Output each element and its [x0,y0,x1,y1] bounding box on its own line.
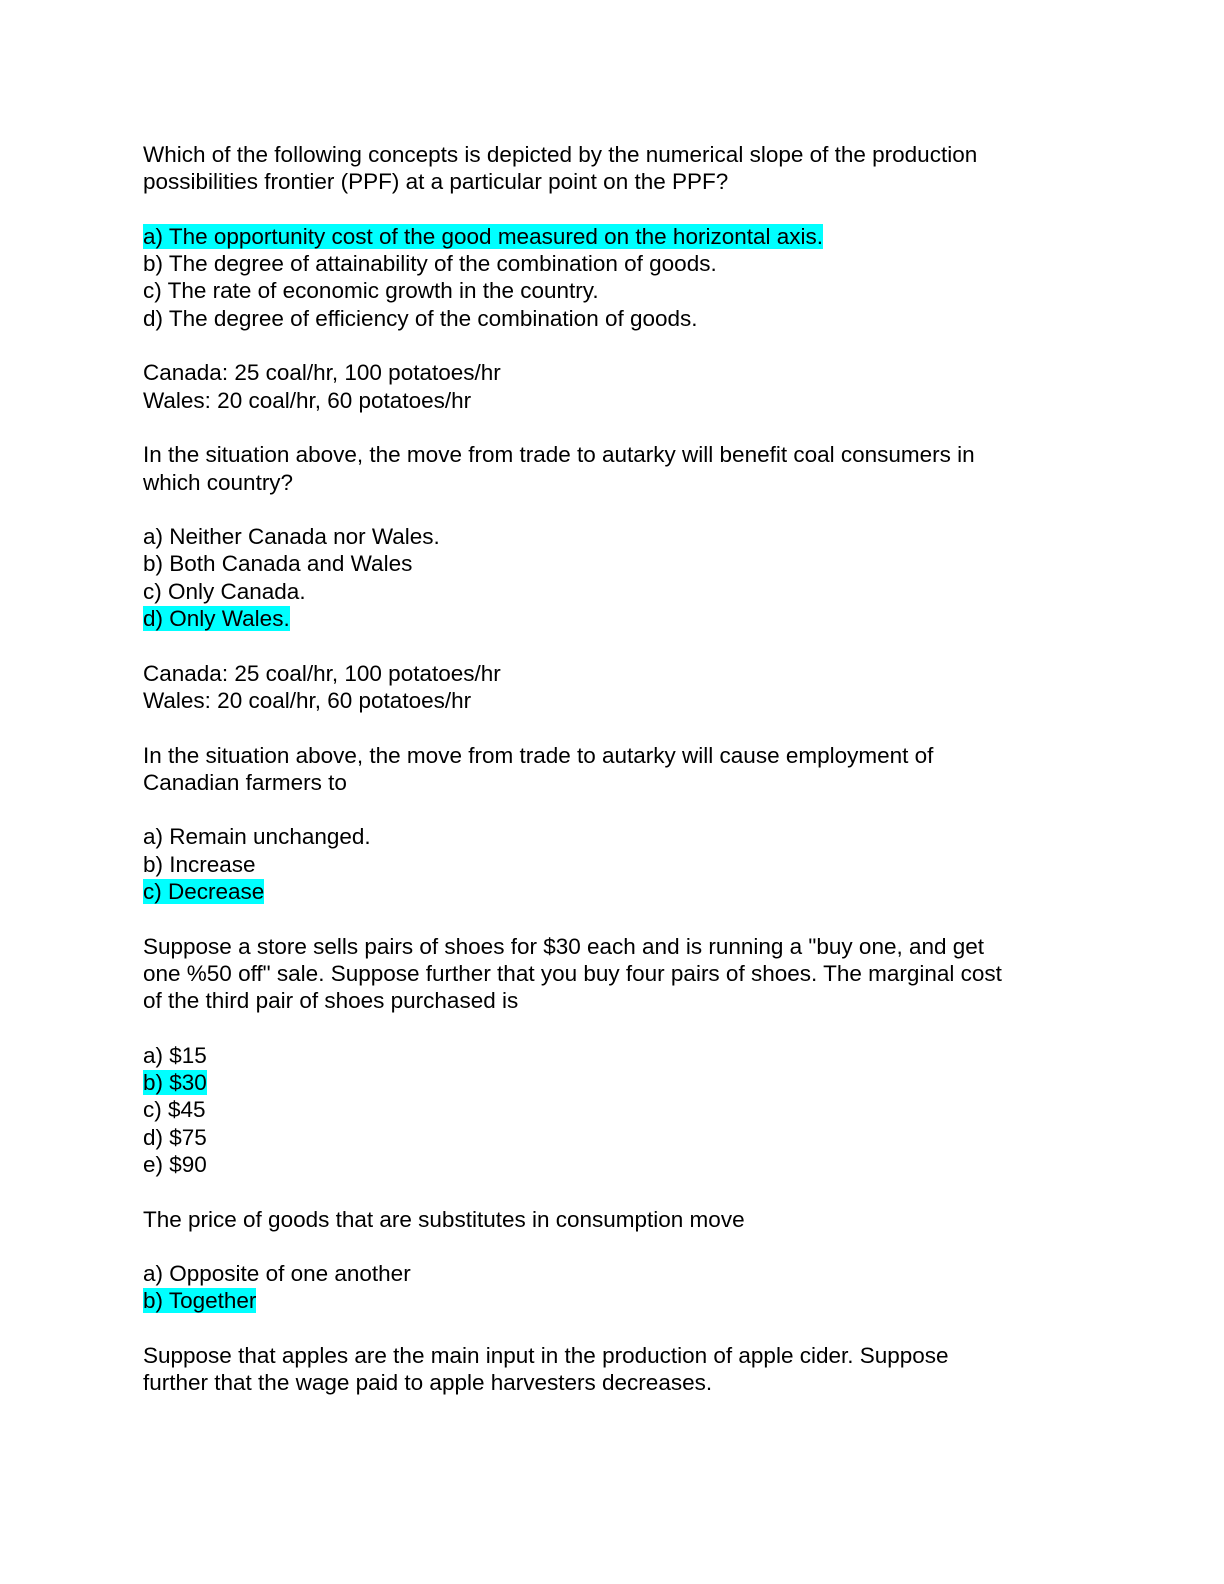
line-text: a) Opposite of one another [143,1261,411,1287]
paragraph-gap [143,796,1083,823]
paragraph-gap [143,414,1083,441]
text-line [143,1042,1083,1069]
line-text: Suppose that apples are the main input in the production of apple cider. Suppose [143,1343,949,1369]
line-text: of the third pair of shoes purchased is [143,988,519,1014]
line-text: possibilities frontier (PPF) at a particular point on the PPF? [143,169,729,195]
text-line [143,823,1083,850]
text-line [143,168,1083,195]
paragraph-gap [143,1315,1083,1342]
paragraph-gap [143,1178,1083,1205]
highlighted-answer-line [143,1069,1083,1096]
line-text: b) The degree of attainability of the combination of goods. [143,251,717,277]
line-text: Suppose a store sells pairs of shoes for $30 each and is running a "buy one, and get [143,933,985,959]
line-text: c) The rate of economic growth in the country. [143,278,599,304]
text-line [143,1124,1083,1151]
text-line [143,1206,1083,1233]
text-line [143,578,1083,605]
highlighted-text: b) $30 [143,1070,207,1096]
line-text: The price of goods that are substitutes in consumption move [143,1206,745,1232]
highlighted-answer-line [143,878,1083,905]
highlighted-answer-line [143,223,1083,250]
line-text: d) The degree of efficiency of the combination of goods. [143,305,698,331]
paragraph-gap [143,905,1083,932]
line-text: d) $75 [143,1124,207,1150]
document-body [143,141,1083,1397]
text-line [143,441,1083,468]
line-text: Wales: 20 coal/hr, 60 potatoes/hr [143,387,472,413]
highlighted-answer-line [143,1287,1083,1314]
line-text: e) $90 [143,1151,207,1177]
text-line [143,1260,1083,1287]
text-line [143,960,1083,987]
text-line [143,851,1083,878]
paragraph-gap [143,332,1083,359]
text-line [143,742,1083,769]
text-line [143,250,1083,277]
line-text: one %50 off" sale. Suppose further that you buy four pairs of shoes. The marginal cost [143,960,1002,986]
line-text: Canada: 25 coal/hr, 100 potatoes/hr [143,360,501,386]
line-text: Canadian farmers to [143,769,347,795]
line-text: In the situation above, the move from trade to autarky will benefit coal consumers in [143,442,975,468]
line-text: b) Increase [143,851,256,877]
line-text: c) $45 [143,1097,206,1123]
text-line [143,769,1083,796]
text-line [143,1096,1083,1123]
text-line [143,1342,1083,1369]
text-line [143,359,1083,386]
highlighted-answer-line [143,605,1083,632]
line-text: a) Remain unchanged. [143,824,371,850]
text-line [143,277,1083,304]
text-line [143,305,1083,332]
text-line [143,523,1083,550]
paragraph-gap [143,1015,1083,1042]
highlighted-text: d) Only Wales. [143,606,290,632]
text-line [143,141,1083,168]
paragraph-gap [143,632,1083,659]
line-text: a) Neither Canada nor Wales. [143,524,440,550]
highlighted-text: c) Decrease [143,879,265,905]
line-text: Canada: 25 coal/hr, 100 potatoes/hr [143,660,501,686]
line-text: a) $15 [143,1042,207,1068]
line-text: b) Both Canada and Wales [143,551,413,577]
line-text: which country? [143,469,294,495]
highlighted-text: a) The opportunity cost of the good measured on the horizontal axis. [143,223,823,249]
paragraph-gap [143,1233,1083,1260]
text-line [143,687,1083,714]
line-text: Which of the following concepts is depicted by the numerical slope of the production [143,142,978,167]
line-text: c) Only Canada. [143,578,306,604]
line-text: further that the wage paid to apple harvesters decreases. [143,1370,713,1396]
text-line [143,987,1083,1014]
highlighted-text: b) Together [143,1288,257,1314]
text-line [143,1369,1083,1396]
line-text: Wales: 20 coal/hr, 60 potatoes/hr [143,687,472,713]
text-line [143,933,1083,960]
line-text: In the situation above, the move from trade to autarky will cause employment of [143,742,934,768]
text-line [143,1151,1083,1178]
text-line [143,550,1083,577]
text-line [143,660,1083,687]
paragraph-gap [143,496,1083,523]
text-line [143,387,1083,414]
text-line [143,469,1083,496]
paragraph-gap [143,714,1083,741]
paragraph-gap [143,196,1083,223]
